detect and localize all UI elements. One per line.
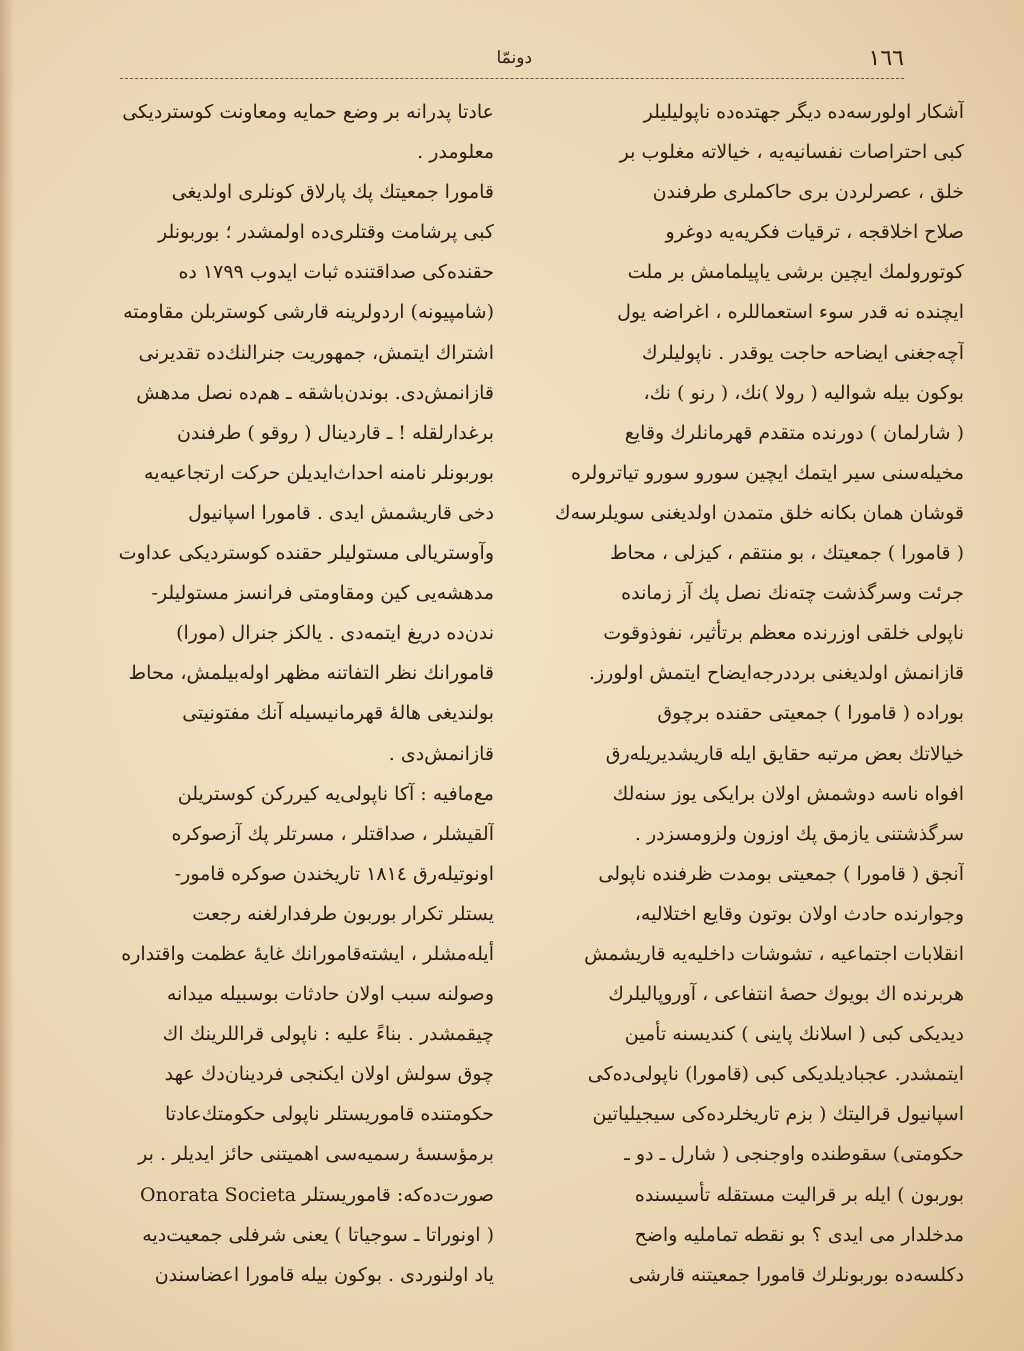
text-line: قازانمش‌دی .	[388, 742, 494, 765]
text-line: جرئت وسرگذشت چته‌نك نصل پك آز زمانده	[621, 582, 964, 605]
text-line: حكومتنده قاموریستلر ناپولی حكومتك‌عادتا	[165, 1103, 494, 1126]
text-line: چوق سولش اولان ایكنجی فردینان‌دك عهد	[164, 1063, 494, 1086]
text-line: آنجق ( قامورا ) جمعیتی بومدت ظرفنده ناپولی	[598, 862, 964, 885]
text-line: مع‌مافیه : آكا ناپولی‌یه كیرركن كوستریلن	[177, 782, 494, 805]
page-edge-shadow	[0, 0, 14, 1351]
text-line: یستلر تكرار بوربون طرفدارلغنه رجعت	[192, 902, 494, 925]
text-line: بوربونلر نامنه احداث‌ایدیلن حركت ارتجاعیه‌یه	[144, 461, 494, 484]
text-line: قازانمش‌دی. بوندن‌باشقه ـ هم‌ده نصل مدهش	[136, 381, 494, 404]
header-rule	[120, 78, 904, 79]
text-line: اسپانیول قرالیتك ( بزم تاریخلرده‌كی سیجیلیاتین	[592, 1103, 964, 1126]
text-line: آشكار اولورسه‌ده دیگر جهتده‌ده ناپولیلیلر	[643, 101, 964, 123]
text-line: صورت‌ده‌كه: قاموریستلر Onorata Societa	[140, 1183, 494, 1206]
page-header	[120, 40, 904, 76]
text-line: بوربون ) ایله بر قرالیت مستقله تأسیسنده	[634, 1183, 964, 1206]
text-line: چیقمشدر . بناءً علیه : ناپولی قراللرینك اك	[162, 1023, 494, 1046]
running-title: دونمّا	[496, 48, 533, 68]
text-line: خلق ، عصرلردن بری حاكملری طرفندن	[652, 181, 964, 204]
text-line: دیدیكی كبی ( اسلانك پاینی ) كندیسنه تأمین	[624, 1023, 964, 1046]
text-line: كبی احتراصات نفسانیه‌یه ، خیالاته مغلوب بر	[619, 141, 964, 164]
text-line: افواه ناسه دوشمش اولان برایكی یوز سنه‌لك	[612, 782, 964, 805]
text-line: بولندیغی هالهٔ قهرمانیسیله آنك مفتونیتی	[182, 702, 494, 725]
text-line: خیالاتك بعض مرتبه حقایق ایله قاریشدیریله‌رق	[605, 742, 964, 765]
text-line: هربرنده اك بویوك حصهٔ انتفاعی ، آوروپالیلرك	[608, 983, 964, 1006]
text-line: كوتورولمك ایچین برشی یاپیلمامش بر ملت	[627, 261, 964, 284]
text-line: قامورانك نظر التفاتنه مظهر اوله‌بیلمش، محاط	[128, 662, 494, 685]
text-line: ایتمشدر. عجبادیلدیكی كبی (قامورا) ناپولی‌ده‌كی	[587, 1063, 964, 1086]
text-line: یاد اولنوردی . بوكون بیله قامورا اعضاسندن	[154, 1263, 494, 1286]
text-line: عادتا پدرانه بر وضع حمایه ومعاونت كوستردیكی	[122, 101, 494, 123]
text-line: (شامپیونه) اردولرینه قارشی كوستربلن مقاومته	[123, 301, 494, 324]
text-line: مدخلدار می ایدی ؟ بو نقطه تماملیه واضح	[634, 1223, 964, 1246]
text-line: أیله‌مشلر ، ایشته‌قامورانك غایهٔ عظمت واقتداره	[121, 942, 494, 965]
text-line: وجوارنده حادث اولان بوتون وقایع اختلالیه،	[634, 902, 964, 925]
text-line: مخیله‌سنی سیر ایتمك ایچین سورو سورو تیاترولره	[571, 461, 964, 484]
text-line: بوكون بیله شوالیه ( رولا )نك، ( رنو ) نك،	[643, 381, 964, 404]
text-column-left	[79, 92, 494, 1295]
text-line: انقلابات اجتماعیه ، تشوشات داخلیه‌یه قاریشمش	[584, 942, 964, 965]
text-line: سرگذشتنی یازمق پك اوزون ولزومسزدر .	[634, 822, 964, 845]
text-line: قامورا جمعیتك پك پارلاق كونلری اولدیغی	[171, 181, 494, 204]
text-line: بوراده ( قامورا ) جمعیتی حقنده برچوق	[657, 702, 964, 725]
text-line: وصولنه سبب اولان حادثات بوسبیله میدانه	[166, 983, 494, 1006]
text-line: وآوستریالی مستولیلر حقنده كوستردیكی عداوت	[118, 542, 494, 565]
text-line: ندن‌ده دریغ ایتمه‌دی . یالكز جنرال (مورا)	[176, 622, 494, 645]
text-line: دكلسه‌ده بوربونلرك قامورا جمعیتنه قارشی	[628, 1263, 964, 1286]
text-line: اشتراك ایتمش، جمهوریت جنرالنك‌ده تقدیرنی	[138, 341, 494, 364]
text-line: ( شارلمان ) دورنده متقدم قهرمانلرك وقایع	[624, 421, 964, 444]
text-line: اونوتیله‌رق ١٨١٤ تاریخندن صوكره قامور-	[174, 862, 494, 885]
text-line: برغدارلقله ! ـ قاردینال ( روقو ) طرفندن	[176, 421, 494, 444]
text-line: ( قامورا ) جمعیتك ، بو منتقم ، كیزلی ، محاط	[609, 542, 964, 565]
text-line: دخی قاریشمش ایدی . قامورا اسپانیول	[188, 501, 494, 524]
text-column-right	[549, 92, 964, 1295]
text-line: كبی پرشامت وقتلری‌ده اولمشدر ؛ بوربونلر	[158, 221, 494, 244]
text-line: آلقیشلر ، صداقتلر ، مسرتلر پك آزصوكره	[171, 822, 494, 845]
text-line: مدهشه‌یی كین ومقاومتی فرانسز مستولیلر-	[151, 582, 494, 605]
text-line: قوشان همان بكانه خلق متمدن اولدیغنی سویلرسه‌ك	[554, 501, 964, 524]
text-line: صلاح اخلاقجه ، ترقیات فكریه‌یه دوغرو	[665, 221, 964, 244]
text-line: برمؤسسهٔ رسمیه‌سی اهمیتنی حائز ایدیلر . بر	[138, 1143, 494, 1166]
text-line: حقنده‌كی صداقتنده ثبات ایدوب ١٧٩٩ ده	[178, 261, 494, 284]
page-number: ١٦٦	[868, 45, 904, 71]
text-line: ایچنده نه قدر سوء استعماللره ، اغراضه یول	[617, 301, 964, 324]
text-line: قازانمش اولدیغنی برددرجه‌ایضاح ایتمش اولورز.	[588, 662, 964, 685]
text-line: آچه‌جغنی ایضاحه حاجت یوقدر . ناپولیلرك	[641, 341, 964, 364]
text-line: معلومدر .	[417, 141, 494, 164]
text-line: ناپولی خلقی اوزرنده معظم برتأثیر، نفوذوقوت	[603, 622, 964, 645]
text-line: ( اونوراتا ـ سوجیاتا ) یعنی شرفلی جمعیت‌دیه	[142, 1223, 494, 1246]
text-line: حكومتی) سقوطنده واوجنجی ( شارل ـ دو ـ	[624, 1143, 964, 1166]
